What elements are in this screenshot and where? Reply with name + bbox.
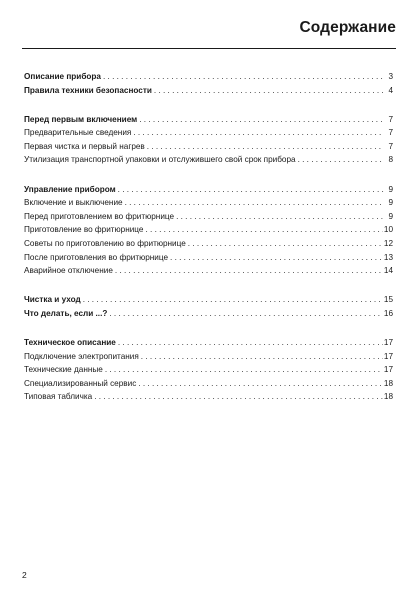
- toc-entry-page: 7: [388, 128, 393, 138]
- toc-chapter-entry[interactable]: [24, 336, 393, 350]
- toc-entry-title: Что делать, если ...?: [24, 308, 108, 318]
- toc-entry-page: 18: [383, 392, 393, 402]
- toc-entry-page: 9: [388, 211, 393, 221]
- toc-entry-page: 8: [388, 155, 393, 165]
- toc-entry-title: Подключение электропитания: [24, 351, 139, 361]
- dot-leader: [138, 377, 383, 391]
- toc-section: [24, 70, 393, 97]
- toc-chapter-entry[interactable]: [24, 84, 393, 98]
- toc-entry-title: Описание прибора: [24, 72, 101, 81]
- toc-entry[interactable]: [24, 390, 393, 404]
- toc-entry-title: Техническое описание: [24, 337, 116, 347]
- toc-entry-page: 16: [383, 308, 393, 318]
- toc-entry[interactable]: [24, 377, 393, 391]
- toc-section: [24, 293, 393, 320]
- dot-leader: [103, 70, 384, 84]
- toc-entry-page: 12: [383, 238, 393, 248]
- toc-entry-title: Типовая табличка: [24, 392, 93, 402]
- toc-entry-title: Правила техники безопасности: [24, 85, 152, 95]
- toc-entry[interactable]: [24, 264, 393, 278]
- toc-entry-title: Чистка и уход: [24, 295, 81, 305]
- dot-leader: [141, 350, 383, 364]
- toc-chapter-entry[interactable]: [24, 113, 393, 127]
- toc-entry[interactable]: [24, 140, 393, 154]
- toc-entry[interactable]: [24, 350, 393, 364]
- dot-leader: [298, 153, 384, 167]
- toc-entry-page: 17: [383, 337, 393, 347]
- toc-entry-page: 10: [383, 225, 393, 235]
- toc-entry-page: 9: [388, 184, 393, 194]
- dot-leader: [145, 223, 382, 237]
- toc-entry[interactable]: [24, 363, 393, 377]
- toc-entry[interactable]: [24, 223, 393, 237]
- dot-leader: [118, 336, 383, 350]
- toc-entry-title: Советы по приготовлению во фритюрнице: [24, 238, 186, 248]
- toc-chapter-entry[interactable]: [24, 183, 393, 197]
- dot-leader: [115, 264, 383, 278]
- toc-entry-page: 7: [388, 114, 393, 124]
- toc-entry[interactable]: [24, 251, 393, 265]
- toc-entry-title: Перед приготовлением во фритюрнице: [24, 211, 175, 221]
- toc-entry[interactable]: [24, 237, 393, 251]
- toc-section: [24, 183, 393, 278]
- toc-entry[interactable]: [24, 153, 393, 167]
- toc-entry-title: Предварительные сведения: [24, 128, 132, 138]
- toc-entry-title: Аварийное отключение: [24, 266, 113, 276]
- dot-leader: [118, 183, 384, 197]
- toc-entry-title: Утилизация транспортной упаковки и отслужившего свой срок прибора: [24, 155, 296, 165]
- dot-leader: [170, 251, 383, 265]
- toc-entry-title: Специализированный сервис: [24, 378, 137, 388]
- dot-leader: [133, 126, 384, 140]
- toc-entry-title: Приготовление во фритюрнице: [24, 225, 144, 235]
- toc-entry-title: Управление прибором: [24, 184, 116, 194]
- dot-leader: [94, 390, 383, 404]
- toc-entry-page: 18: [383, 378, 393, 388]
- toc-entry[interactable]: [24, 210, 393, 224]
- toc-entry-title: После приготовления во фритюрнице: [24, 252, 169, 262]
- toc-entry-page: 9: [388, 198, 393, 208]
- dot-leader: [105, 363, 383, 377]
- toc-entry-page: 7: [388, 141, 393, 151]
- dot-leader: [176, 210, 384, 224]
- page-header: [22, 14, 396, 49]
- toc-entry-page: 14: [383, 266, 393, 276]
- table-of-contents: [24, 70, 393, 419]
- page-number: 2: [22, 570, 27, 580]
- toc-chapter-entry[interactable]: [24, 293, 393, 307]
- dot-leader: [147, 140, 384, 154]
- toc-entry-page: 17: [383, 365, 393, 375]
- toc-chapter-entry[interactable]: [24, 307, 393, 321]
- toc-section: [24, 336, 393, 404]
- toc-entry-page: 13: [383, 252, 393, 262]
- toc-entry[interactable]: [24, 126, 393, 140]
- dot-leader: [83, 293, 383, 307]
- toc-entry-page: 15: [383, 295, 393, 305]
- toc-entry-title: Технические данные: [24, 365, 103, 375]
- toc-entry-title: Первая чистка и первый нагрев: [24, 141, 145, 151]
- dot-leader: [109, 307, 383, 321]
- toc-entry-title: Включение и выключение: [24, 198, 123, 208]
- toc-entry[interactable]: [24, 196, 393, 210]
- toc-chapter-entry[interactable]: [24, 70, 393, 84]
- dot-leader: [139, 113, 384, 127]
- toc-entry-page: 3: [388, 72, 393, 81]
- dot-leader: [188, 237, 383, 251]
- toc-entry-page: 4: [388, 85, 393, 95]
- page-title: Содержание: [299, 19, 396, 36]
- toc-section: [24, 113, 393, 167]
- dot-leader: [125, 196, 384, 210]
- toc-entry-page: 17: [383, 351, 393, 361]
- toc-entry-title: Перед первым включением: [24, 114, 138, 124]
- dot-leader: [154, 84, 384, 98]
